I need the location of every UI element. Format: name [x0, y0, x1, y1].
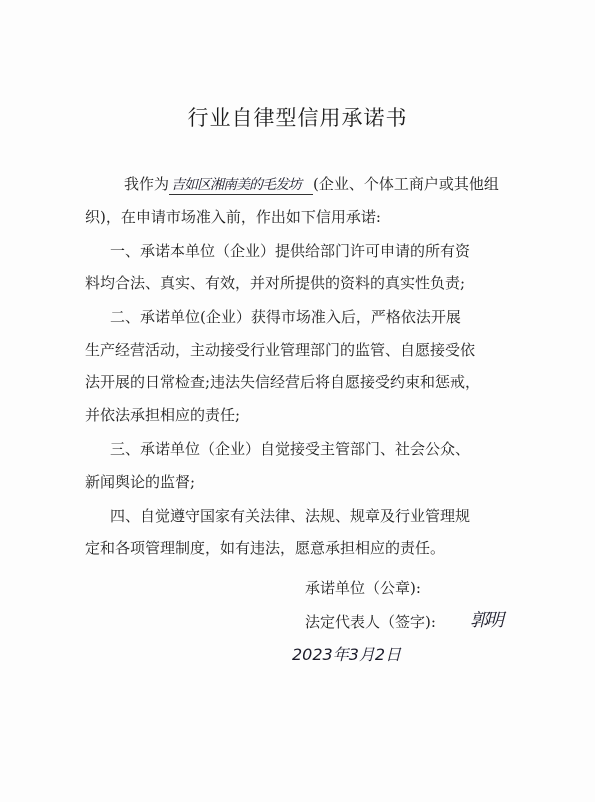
clause-2-line-2: 生产经营活动，主动接受行业管理部门的监管、自愿接受依 — [85, 341, 476, 359]
clause-2-line-4: 并依法承担相应的责任; — [85, 406, 241, 424]
clause-4-line-1: 四、自觉遵守国家有关法律、法规、规章及行业管理规 — [110, 507, 471, 525]
clause-2-line-1: 二、承诺单位(企业）获得市场准入后，严格依法开展 — [110, 308, 461, 326]
intro-line-2: 织)，在申请市场准入前，作出如下信用承诺: — [85, 208, 381, 226]
clause-2-line-3: 法开展的日常检查;违法失信经营后将自愿接受约束和惩戒， — [85, 373, 481, 391]
seal-unit-label: 承诺单位（公章): — [305, 579, 421, 597]
clause-3-line-1: 三、承诺单位（企业）自觉接受主管部门、社会公众、 — [110, 440, 471, 458]
intro-suffix: (企业、个体工商户或其他组 — [313, 175, 499, 193]
handwritten-date: 2023年3月2日 — [292, 645, 402, 664]
clause-3-line-2: 新闻舆论的监督; — [85, 473, 196, 491]
clause-4-line-2: 定和各项管理制度，如有违法，愿意承担相应的责任。 — [85, 539, 446, 557]
intro-line-1 — [124, 173, 579, 195]
applicant-name-handwritten: 吉如区湘南美的毛发坊 — [169, 174, 313, 195]
clause-1-line-2: 料均合法、真实、有效，并对所提供的资料的真实性负责; — [85, 274, 466, 292]
document-title: 行业自律型信用承诺书 — [187, 106, 408, 130]
legal-rep-signature: 郭明 — [470, 610, 502, 631]
legal-rep-label: 法定代表人（签字): — [305, 613, 436, 631]
intro-prefix: 我作为 — [124, 175, 170, 193]
clause-1-line-1: 一、承诺本单位（企业）提供给部门许可申请的所有资 — [110, 242, 471, 260]
